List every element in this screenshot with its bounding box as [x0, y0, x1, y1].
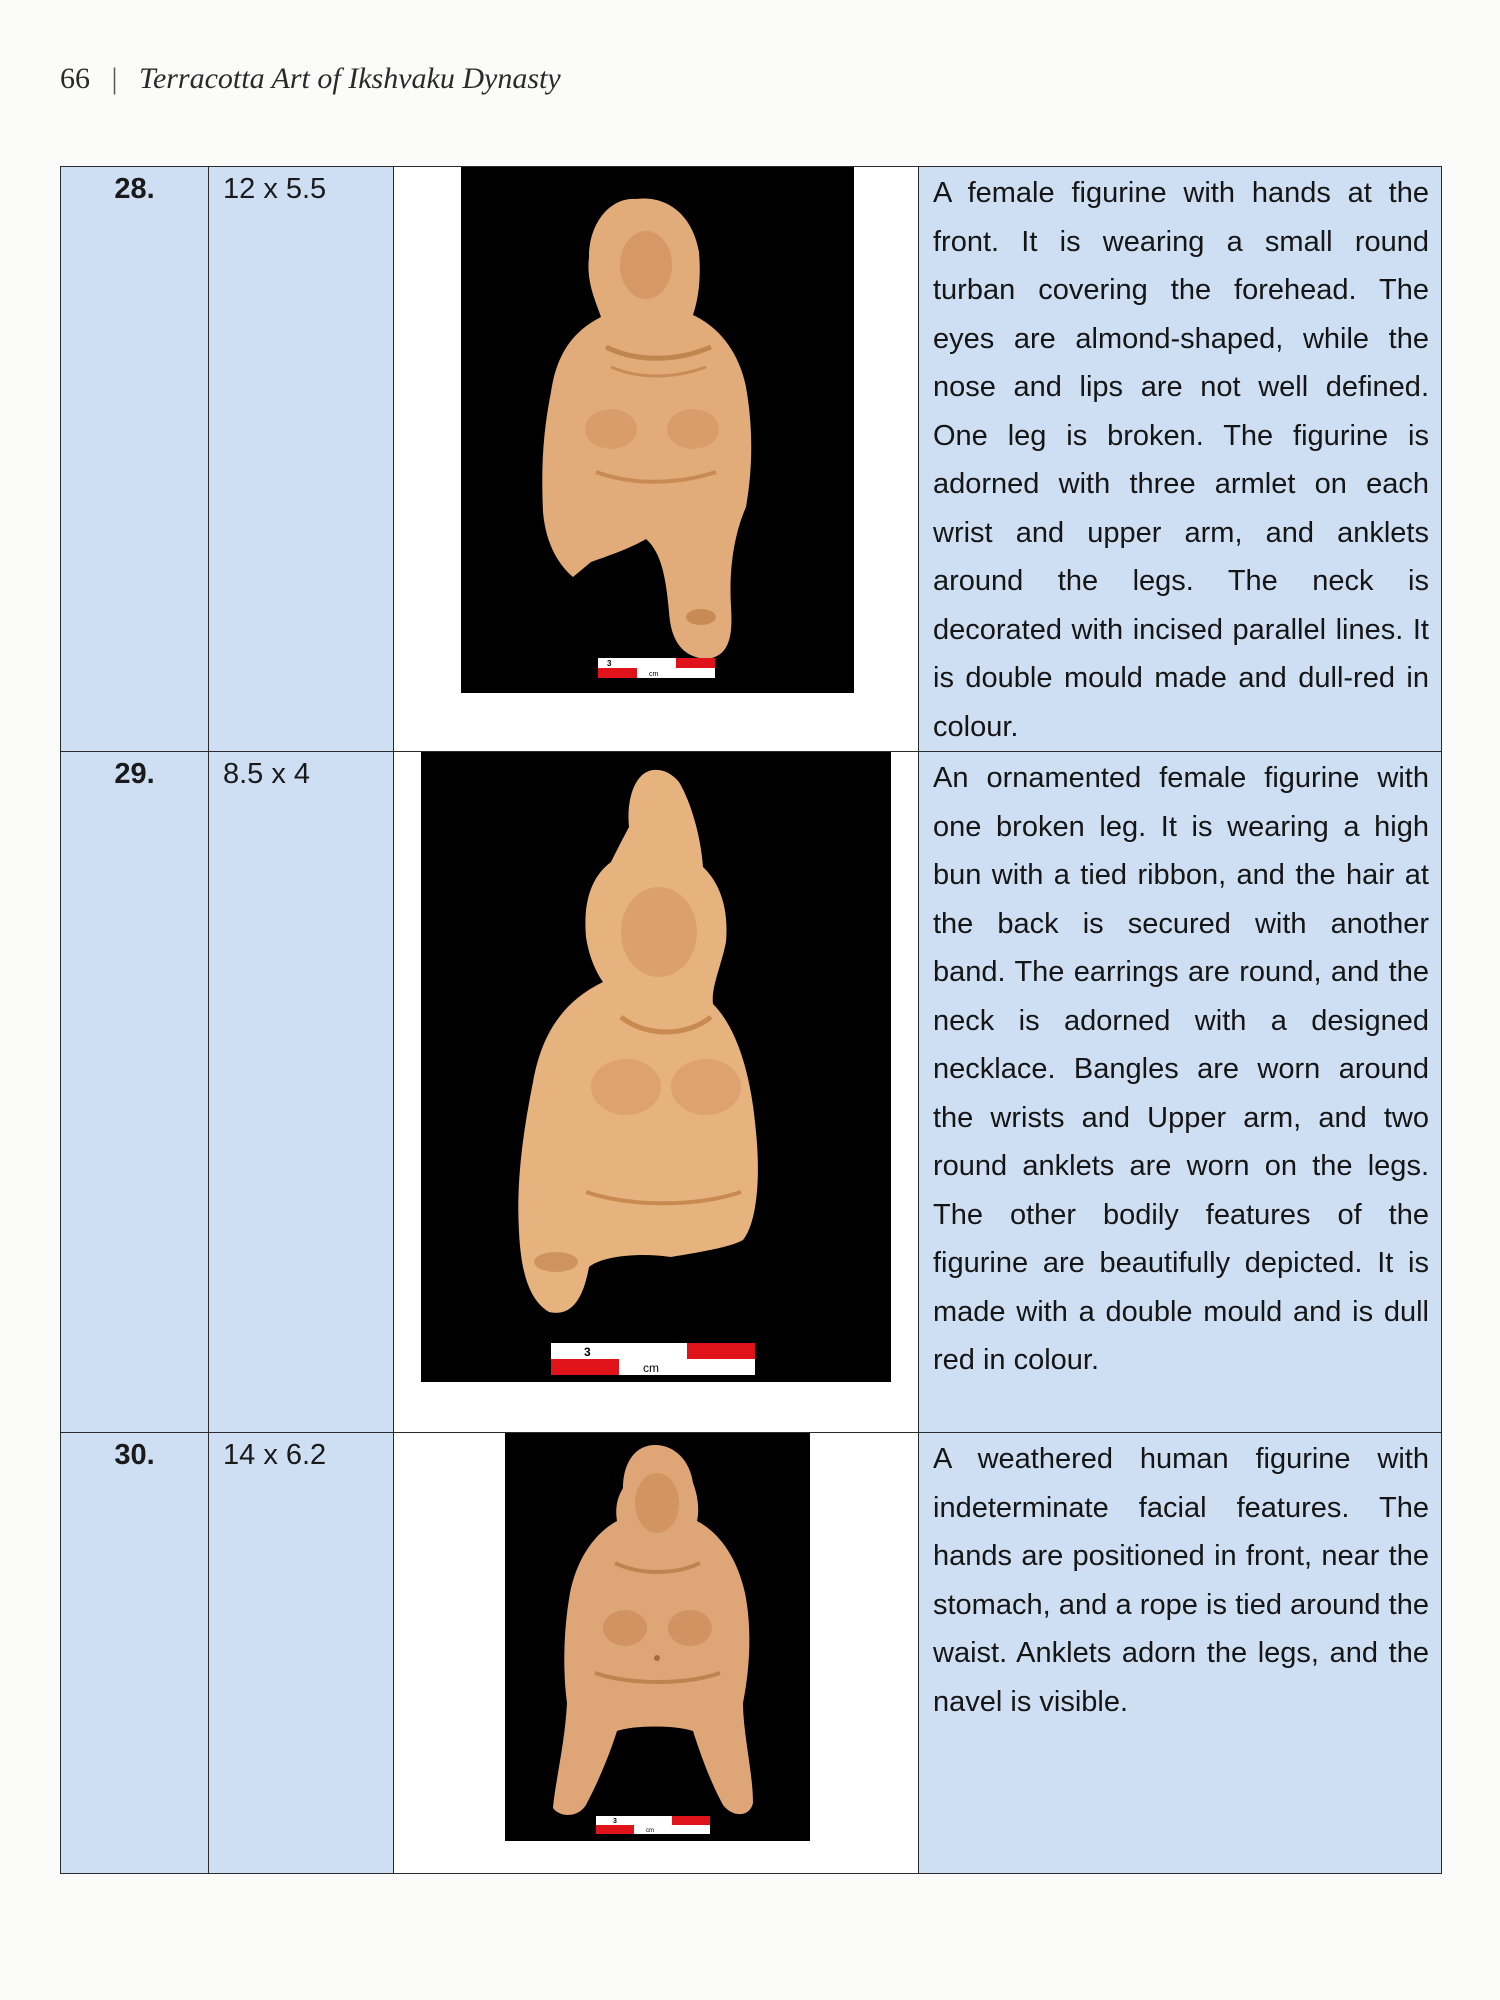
figurine-photo [421, 752, 891, 1382]
item-number: 28. [114, 173, 155, 205]
item-photo-cell [394, 1433, 919, 1874]
scale-unit: cm [643, 1361, 659, 1375]
item-number-cell [61, 752, 209, 1433]
scale-unit: cm [646, 1828, 654, 1834]
table-row [61, 167, 1442, 752]
item-size: 12 x 5.5 [223, 173, 327, 205]
item-size-cell [209, 752, 394, 1433]
item-size: 14 x 6.2 [223, 1439, 327, 1471]
item-description-cell [919, 1433, 1442, 1874]
item-photo-cell [394, 167, 919, 752]
scale-number: 3 [584, 1345, 591, 1359]
figurine-photo [505, 1433, 810, 1841]
item-description: A female figurine with hands at the front. It is wearing a small round turban covering the forehead. The eyes are almond-shaped, while the nose and lips are not well defined. One leg is broken. The figurine is adorned with three armlet on each wrist and upper arm, and anklets around the legs. The neck is decorated with incised parallel lines. It is double mould made and dull-red in colour. [933, 177, 1429, 743]
item-description: A weathered human figurine with indeterminate facial features. The hands are positioned in front, near the stomach, and a rope is tied around the waist. Anklets adorn the legs, and the navel is visible. [933, 1443, 1429, 1718]
item-size-cell [209, 167, 394, 752]
item-number-cell [61, 1433, 209, 1874]
header-separator: | [111, 62, 118, 95]
item-size-cell [209, 1433, 394, 1874]
figurine-photo [461, 167, 854, 693]
table-row [61, 1433, 1442, 1874]
item-description-cell [919, 167, 1442, 752]
table-row [61, 752, 1442, 1433]
scale-bar [596, 1816, 710, 1834]
book-title: Terracotta Art of Ikshvaku Dynasty [139, 62, 561, 95]
catalogue-table [60, 166, 1442, 1874]
item-number: 29. [114, 758, 155, 790]
scale-bar [551, 1343, 755, 1375]
scale-bar [598, 658, 715, 678]
item-photo-cell [394, 752, 919, 1433]
item-description: An ornamented female figurine with one broken leg. It is wearing a high bun with a tied ribbon, and the hair at the back is secured with another band. The earrings are round, and the neck is adorned with a designed necklace. Bangles are worn around the wrists and Upper arm, and two round anklets are worn on the legs. The other bodily features of the figurine are beautifully depicted. It is made with a double mould and is dull red in colour. [933, 762, 1429, 1376]
scale-number: 3 [613, 1818, 617, 1825]
item-description-cell [919, 752, 1442, 1433]
page-header [60, 62, 561, 96]
item-number-cell [61, 167, 209, 752]
scale-number: 3 [607, 659, 612, 668]
page-number: 66 [60, 62, 90, 95]
item-size: 8.5 x 4 [223, 758, 311, 790]
scale-unit: cm [649, 671, 659, 678]
item-number: 30. [114, 1439, 155, 1471]
